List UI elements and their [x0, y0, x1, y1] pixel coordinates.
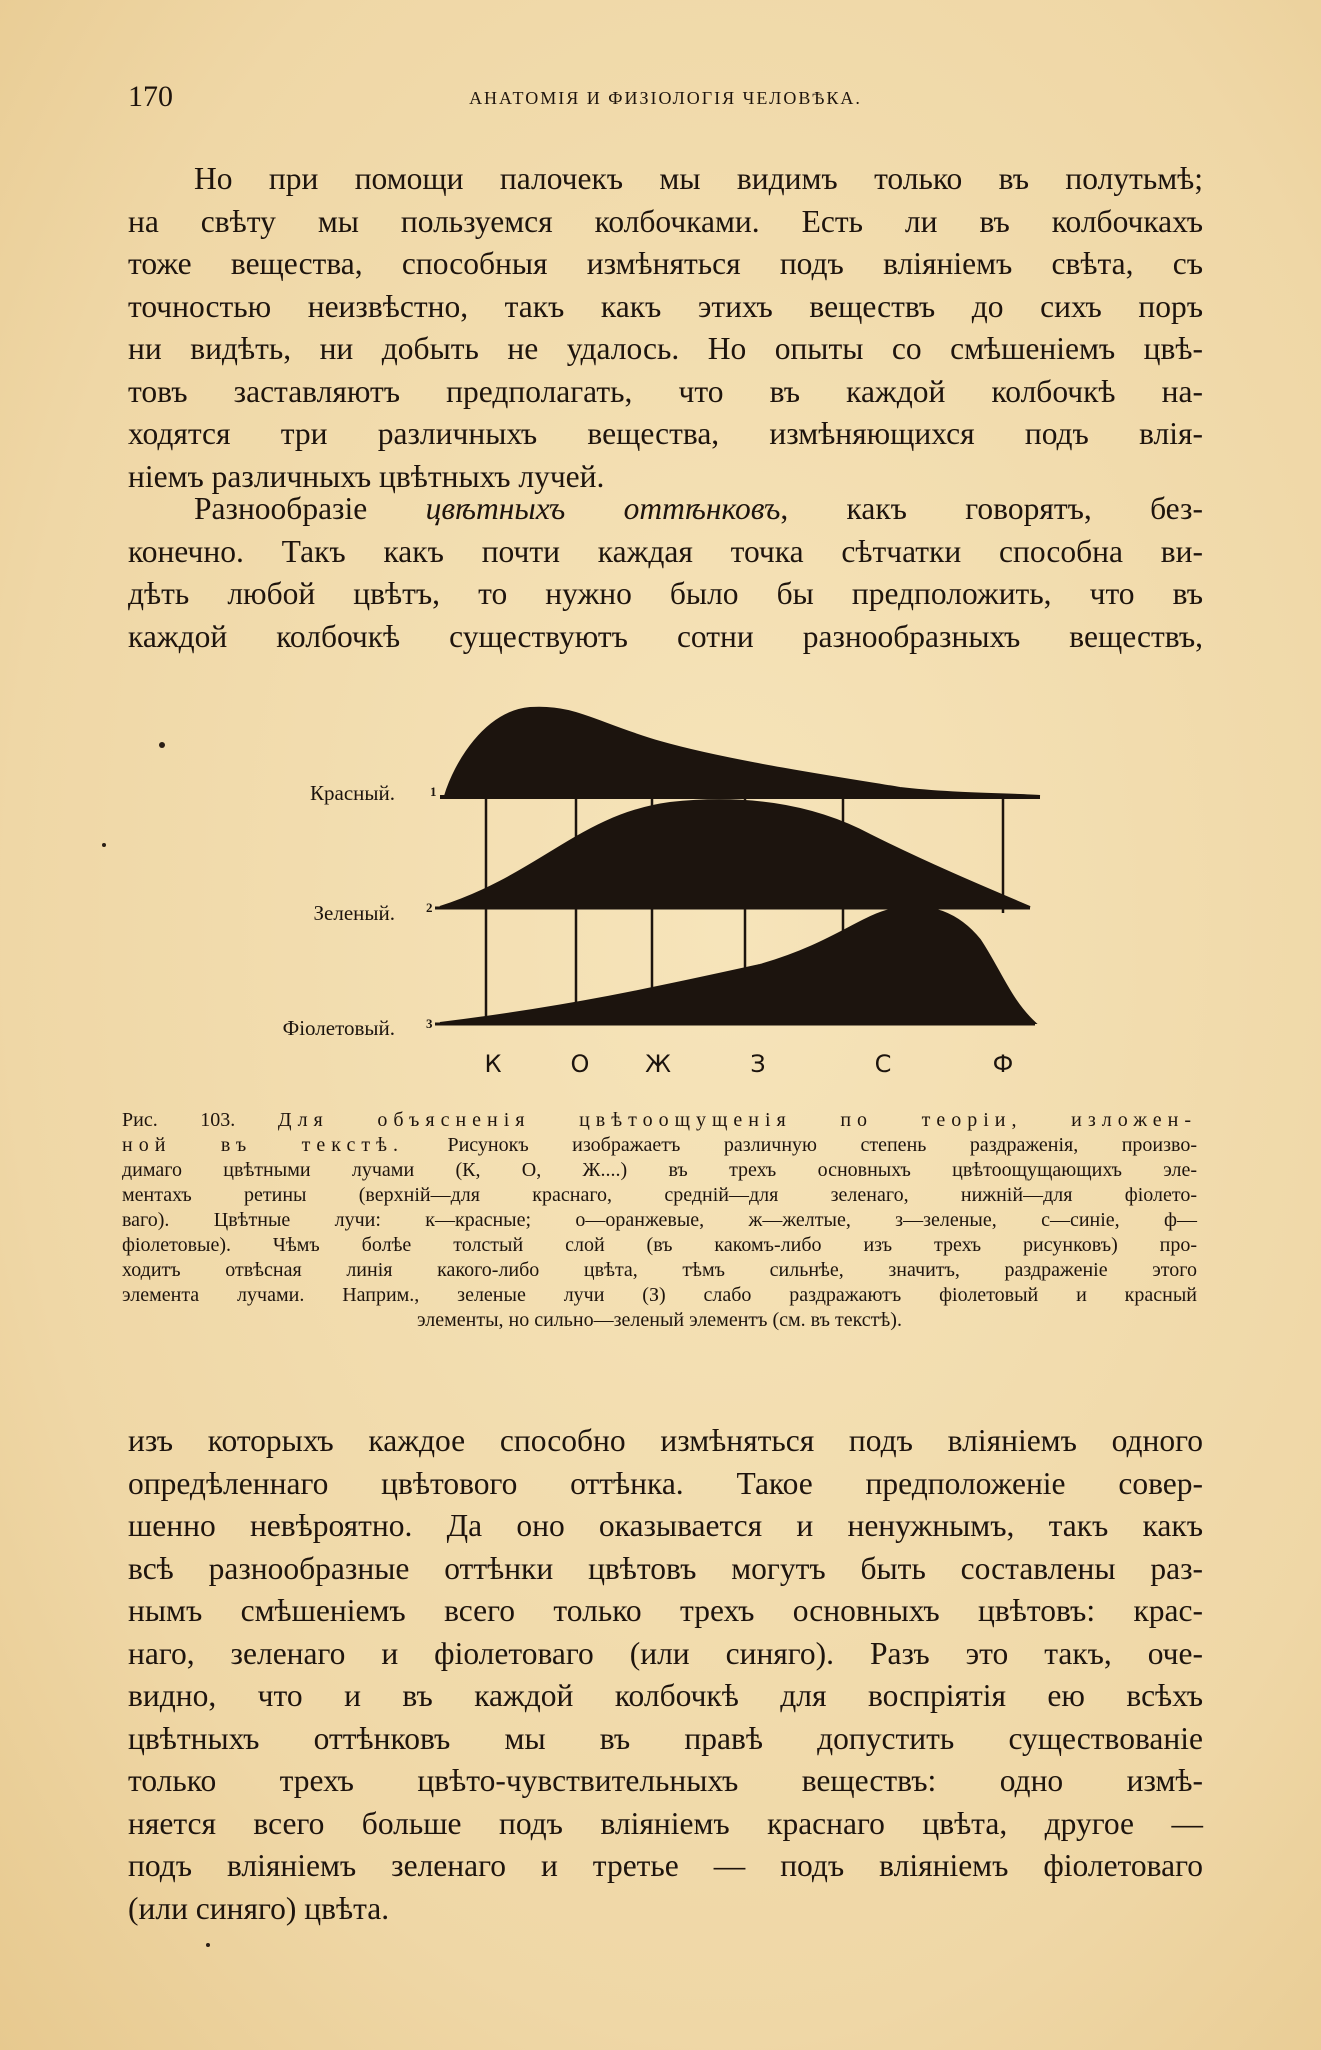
caption-spaced-title: ной въ текстѣ. [122, 1134, 404, 1156]
caption-line [122, 1133, 1197, 1158]
text-line: конечно. Такъ какъ почти каждая точка сѣтчатки способна ви- [128, 533, 1203, 569]
column-letter: О [570, 1050, 590, 1078]
text-line: (или синяго) цвѣта. [128, 1890, 390, 1926]
caption-text: Рисунокъ изображаетъ различную степень раздраженія, произво- [403, 1134, 1197, 1156]
caption-line: элемента лучами. Наприм., зеленые лучи (З) слабо раздражаютъ фіолетовый и красный [122, 1284, 1197, 1306]
red-sensitivity-curve [445, 708, 1040, 796]
text-line: шенно невѣроятно. Да оно оказывается и ненужнымъ, такъ какъ [128, 1508, 1203, 1543]
figure-103-diagram [240, 695, 1080, 1090]
text-line: подъ вліяніемъ зеленаго и третье — подъ вліяніемъ фіолетоваго [128, 1848, 1203, 1883]
caption-line: фіолетовые). Чѣмъ болѣе толстый слой (въ какомъ-либо изъ трехъ рисунковъ) про- [122, 1234, 1197, 1256]
column-letter: Ф [992, 1050, 1014, 1078]
row-number-3: 3 [426, 1016, 433, 1031]
caption-line: димаго цвѣтными лучами (К, О, Ж....) въ трехъ основныхъ цвѣтоощущающихъ эле- [122, 1159, 1197, 1181]
text-line: цвѣтныхъ оттѣнковъ мы въ правѣ допустить существованіе [128, 1720, 1203, 1756]
text-line: няется всего больше подъ вліяніемъ краснаго цвѣта, другое — [128, 1805, 1203, 1841]
caption-fig-number: Рис. 103. [122, 1109, 278, 1131]
row-labels [283, 781, 437, 1040]
column-letter: З [750, 1050, 766, 1078]
text-line: каждой колбочкѣ существуютъ сотни разнообразныхъ веществъ, [128, 618, 1203, 654]
text-line: на свѣту мы пользуемся колбочками. Есть ли въ колбочкахъ [128, 203, 1203, 239]
text-line: нымъ смѣшеніемъ всего только трехъ основныхъ цвѣтовъ: крас- [128, 1593, 1203, 1628]
caption-line: ментахъ ретины (верхній—для краснаго, средній—для зеленаго, нижній—для фіолето- [122, 1184, 1197, 1206]
page-number: 170 [128, 80, 173, 113]
text-line: Но при помощи палочекъ мы видимъ только въ полутьмѣ; [194, 161, 1203, 196]
figure-caption [122, 1108, 1197, 1333]
row-label-violet: Фіолетовый. [282, 1016, 395, 1040]
row-label-red: Красный. [310, 781, 395, 805]
text-fragment: Разнообразіе [194, 491, 426, 526]
column-letters [484, 1050, 1013, 1078]
running-title: АНАТОМІЯ И ФИЗІОЛОГІЯ ЧЕЛОВѢКА. [469, 88, 862, 108]
text-line: видно, что и въ каждой колбочкѣ для воспріятія ею всѣхъ [128, 1678, 1203, 1713]
caption-line: ваго). Цвѣтные лучи: к—красные; о—оранжевые, ж—желтые, з—зеленые, с—синіе, ф— [122, 1209, 1197, 1231]
row-number-1: 1 [430, 784, 437, 799]
ink-speck [102, 843, 106, 847]
row-number-2: 2 [426, 900, 433, 915]
ink-speck [206, 1943, 210, 1947]
text-line: тоже вещества, способныя измѣняться подъ вліяніемъ свѣта, съ [128, 246, 1203, 281]
text-line: только трехъ цвѣто-чувствительныхъ веществъ: одно измѣ- [128, 1763, 1203, 1798]
row-label-green: Зеленый. [313, 901, 395, 925]
paragraph-1 [128, 158, 1203, 498]
paragraph-3 [128, 1420, 1203, 1930]
text-line: всѣ разнообразные оттѣнки цвѣтовъ могутъ быть составлены раз- [128, 1550, 1203, 1586]
column-letter: С [874, 1050, 892, 1078]
column-letter: К [484, 1050, 502, 1078]
caption-line: ходитъ отвѣсная линія какого-либо цвѣта, тѣмъ сильнѣе, значитъ, раздраженіе этого [122, 1259, 1197, 1281]
column-letter: Ж [645, 1050, 671, 1078]
text-line: ніемъ различныхъ цвѣтныхъ лучей. [128, 458, 605, 494]
violet-sensitivity-curve [440, 907, 1035, 1023]
text-line: изъ которыхъ каждое способно измѣняться подъ вліяніемъ одного [128, 1423, 1203, 1458]
text-fragment: , какъ говорятъ, без- [780, 491, 1203, 526]
text-line: точностью неизвѣстно, такъ какъ этихъ веществъ до сихъ поръ [128, 288, 1203, 324]
curves [435, 708, 1040, 1024]
paragraph-2 [128, 488, 1203, 658]
text-line: товъ заставляютъ предполагать, что въ каждой колбочкѣ на- [128, 373, 1203, 409]
text-line: ни видѣть, ни добыть не удалось. Но опыты со смѣшеніемъ цвѣ- [128, 331, 1203, 366]
text-line: ходятся три различныхъ вещества, измѣняющихся подъ влія- [128, 416, 1203, 451]
text-line: наго, зеленаго и фіолетоваго (или синяго). Разъ это такъ, оче- [128, 1635, 1203, 1671]
page-header [128, 80, 1203, 120]
caption-spaced-title: Для объясненія цвѣтоощущенія по теоріи, изложен- [277, 1109, 1197, 1131]
green-sensitivity-curve [440, 800, 1030, 907]
italic-term: цвѣтныхъ оттѣнковъ [425, 491, 781, 526]
text-line [128, 488, 1203, 531]
text-line: дѣть любой цвѣтъ, то нужно было бы предположить, что въ [128, 576, 1203, 611]
ink-speck [159, 742, 165, 748]
caption-line [122, 1108, 1197, 1133]
text-line: опредѣленнаго цвѣтового оттѣнка. Такое предположеніе совер- [128, 1465, 1203, 1501]
caption-line: элементы, но сильно—зеленый элементъ (см. въ текстѣ). [417, 1309, 902, 1331]
